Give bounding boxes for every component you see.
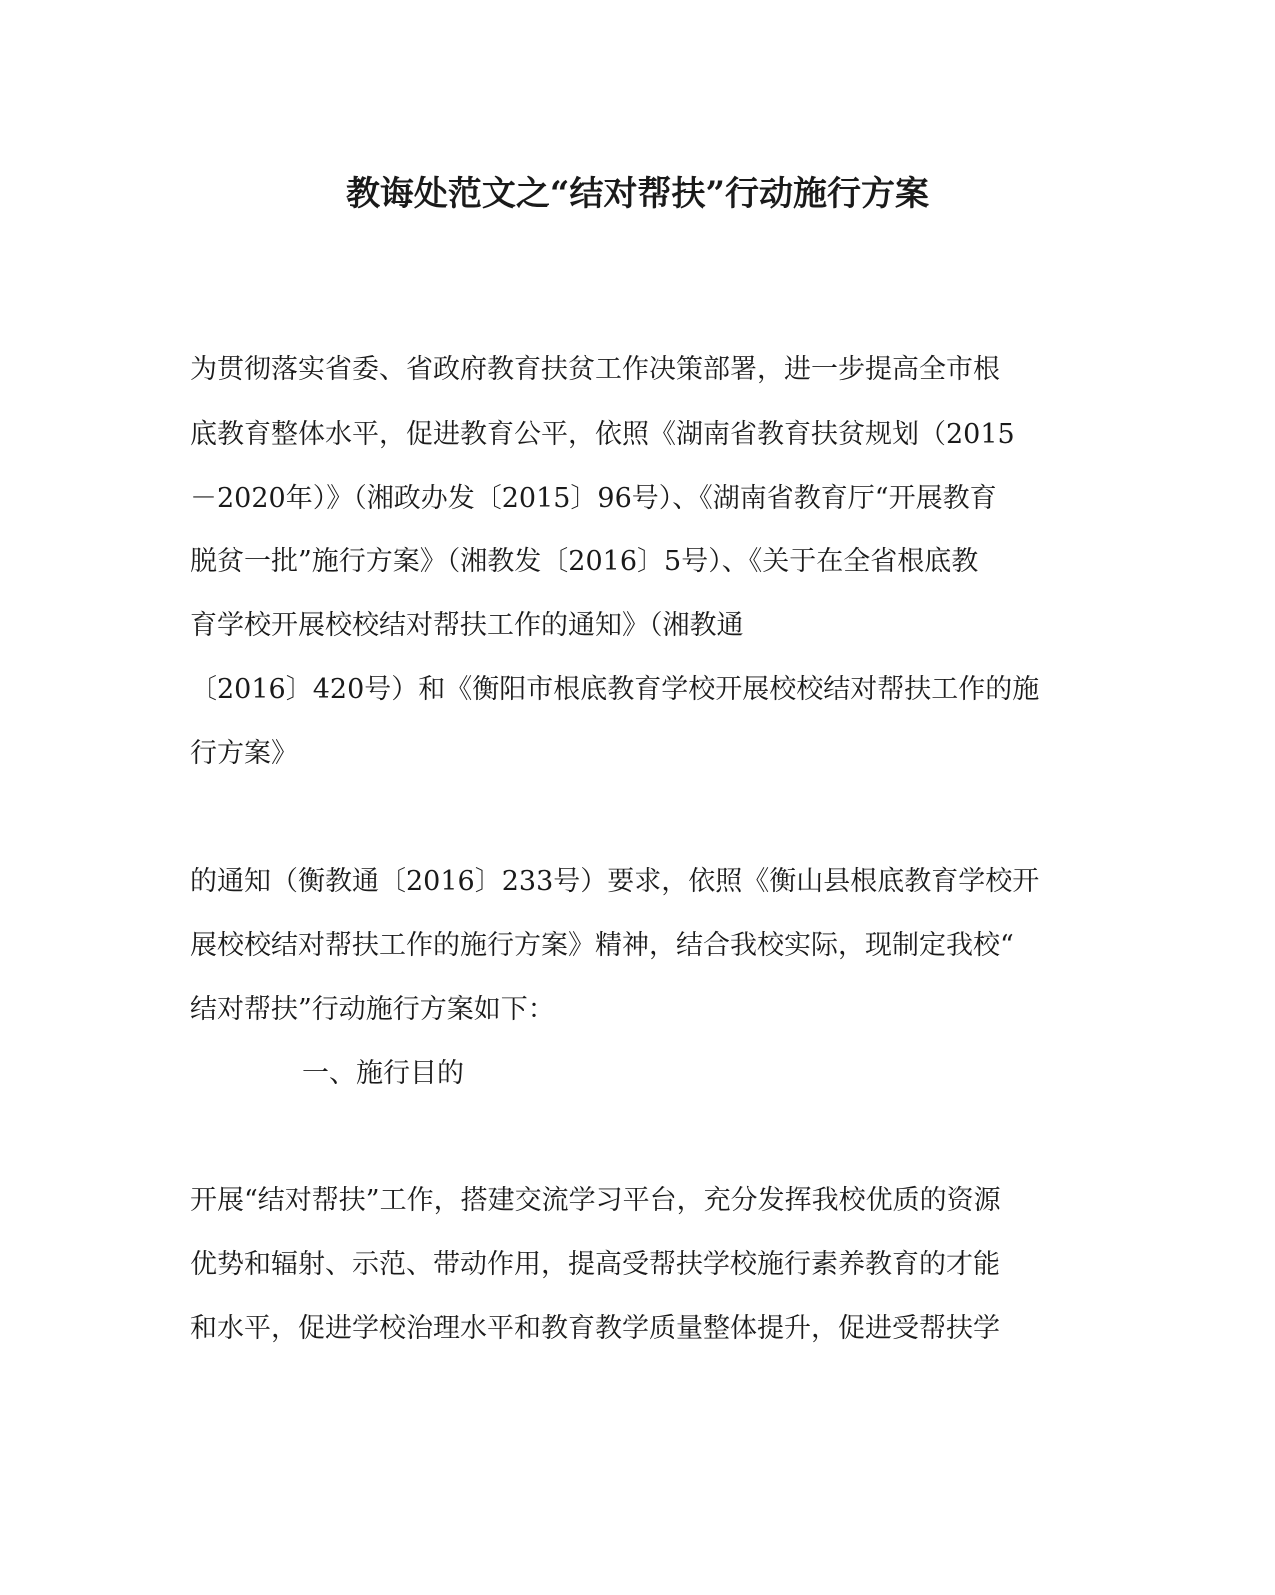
body-line-10: 结对帮扶”行动施行方案如下： xyxy=(190,994,555,1025)
section-heading: 一、施行目的 xyxy=(302,1058,464,1089)
body-line-2: 底教育整体水平，促进教育公平，依照《湖南省教育扶贫规划（2015 xyxy=(190,419,1015,450)
body-line-12: 优势和辐射、示范、带动作用，提高受帮扶学校施行素养教育的才能 xyxy=(190,1249,1000,1280)
body-line-5: 育学校开展校校结对帮扶工作的通知》（湘教通 xyxy=(190,610,744,641)
body-line-8: 的通知（衡教通〔2016〕233号）要求，依照《衡山县根底教育学校开 xyxy=(190,866,1040,897)
body-line-7: 行方案》 xyxy=(190,738,298,769)
body-line-6: 〔2016〕420号）和《衡阳市根底教育学校开展校校结对帮扶工作的施 xyxy=(190,674,1040,705)
document-title: 教诲处范文之“结对帮扶”行动施行方案 xyxy=(345,174,930,214)
body-line-9: 展校校结对帮扶工作的施行方案》精神，结合我校实际，现制定我校“ xyxy=(190,930,1014,961)
body-line-11: 开展“结对帮扶”工作，搭建交流学习平台，充分发挥我校优质的资源 xyxy=(190,1185,1001,1216)
body-line-1: 为贯彻落实省委、省政府教育扶贫工作决策部署，进一步提高全市根 xyxy=(190,354,1000,385)
body-line-3: －2020年）》（湘政办发〔2015〕96号）、《湖南省教育厅“开展教育 xyxy=(190,483,997,514)
body-line-4: 脱贫一批”施行方案》（湘教发〔2016〕5号）、《关于在全省根底教 xyxy=(190,546,979,577)
body-line-13: 和水平，促进学校治理水平和教育教学质量整体提升，促进受帮扶学 xyxy=(190,1313,1000,1344)
